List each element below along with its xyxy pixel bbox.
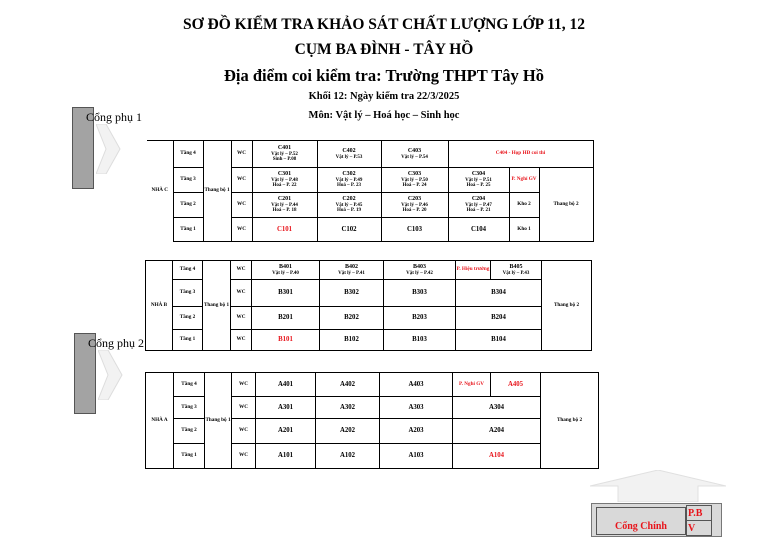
room-a204: A204: [453, 419, 541, 444]
room-a403: A403: [380, 373, 453, 397]
teacher-rest-room: P. Nghỉ GV: [509, 168, 539, 193]
room-b203: B203: [384, 307, 456, 330]
room-b103: B103: [384, 330, 456, 351]
storage-1: Kho 1: [509, 218, 539, 242]
room-b402: B402 Vật lý – P.41: [320, 261, 384, 280]
wc: WC: [232, 419, 256, 444]
side-gate-1-arrow-icon: [96, 124, 122, 174]
room-b101: B101: [252, 330, 320, 351]
stair-1: Thang bộ 1: [203, 261, 231, 351]
room-a201: A201: [256, 419, 316, 444]
principal-office: P. Hiệu trưởng: [456, 261, 491, 280]
room-a102: A102: [316, 444, 380, 469]
room-a405: A405: [491, 373, 541, 397]
floor-label: Tầng 4: [174, 373, 205, 397]
floor-label: Tầng 2: [173, 307, 203, 330]
guard-room-label-2: V: [688, 523, 696, 534]
room-b403: B403 Vật lý – P.42: [384, 261, 456, 280]
building-b: [145, 260, 592, 351]
room-a103: A103: [380, 444, 453, 469]
stair-1: Thang bộ 1: [203, 141, 231, 242]
room-c201: C201 Vật lý – P.44 Hoá – P. 18: [252, 193, 317, 218]
floor-label: Tầng 2: [174, 419, 205, 444]
room-a303: A303: [380, 397, 453, 419]
room-c402: C402 Vật lý – P.53: [317, 141, 381, 168]
wc: WC: [231, 307, 252, 330]
side-gate-2-arrow-icon: [98, 350, 124, 400]
room-c204: C204 Vật lý – P.47 Hoá – P. 21: [448, 193, 509, 218]
room-c301: C301 Vật lý – P.48 Hoá – P. 22: [252, 168, 317, 193]
wc: WC: [231, 280, 252, 307]
room-c203: C203 Vật lý – P.46 Hoá – P. 20: [381, 193, 448, 218]
stair-2: Thang bộ 2: [541, 373, 599, 469]
room-b204: B204: [456, 307, 542, 330]
stair-1: Thang bộ 1: [205, 373, 232, 469]
guard-room-label-1: P.B: [688, 508, 703, 519]
teacher-rest-room: P. Nghỉ GV: [453, 373, 491, 397]
room-b202: B202: [320, 307, 384, 330]
wc: WC: [232, 444, 256, 469]
room-b304: B304: [456, 280, 542, 307]
room-a301: A301: [256, 397, 316, 419]
room-c302: C302 Vật lý – P.49 Hoá – P. 23: [317, 168, 381, 193]
building-c-name: NHÀ C: [147, 141, 173, 242]
room-c101: C101: [252, 218, 317, 242]
room-b302: B302: [320, 280, 384, 307]
room-b104: B104: [456, 330, 542, 351]
stair-2: Thang bộ 2: [542, 261, 592, 351]
floor-label: Tầng 1: [173, 218, 203, 242]
room-c401: C401 Vật lý – P.52 Sinh – P.08: [252, 141, 317, 168]
room-a203: A203: [380, 419, 453, 444]
storage-2: Kho 2: [509, 193, 539, 218]
room-b201: B201: [252, 307, 320, 330]
stair-2: Thang bộ 2: [539, 168, 593, 242]
building-b-name: NHÀ B: [146, 261, 173, 351]
room-b405: B405 Vật lý – P.43: [491, 261, 542, 280]
wc: WC: [231, 330, 252, 351]
floor-label: Tầng 4: [173, 141, 203, 168]
wc: WC: [231, 193, 252, 218]
floor-label: Tầng 3: [173, 168, 203, 193]
venue-title: Địa điểm coi kiểm tra: Trường THPT Tây Hồ: [223, 66, 545, 85]
cluster-title: CỤM BA ĐÌNH - TÂY HỒ: [294, 41, 474, 58]
wc: WC: [232, 397, 256, 419]
room-c102: C102: [317, 218, 381, 242]
building-a-name: NHÀ A: [146, 373, 174, 469]
room-b301: B301: [252, 280, 320, 307]
building-a: [145, 372, 599, 469]
floor-label: Tầng 2: [173, 193, 203, 218]
room-c202: C202 Vật lý – P.45 Hoá – P. 19: [317, 193, 381, 218]
room-a304: A304: [453, 397, 541, 419]
room-c403: C403 Vật lý – P.54: [381, 141, 448, 168]
room-c404: C404 - Họp HĐ coi thi: [448, 141, 593, 168]
wc: WC: [231, 168, 252, 193]
building-c: [147, 140, 594, 242]
room-a402: A402: [316, 373, 380, 397]
room-c103: C103: [381, 218, 448, 242]
floor-label: Tầng 1: [173, 330, 203, 351]
room-a104: A104: [453, 444, 541, 469]
room-c104: C104: [448, 218, 509, 242]
wc: WC: [231, 218, 252, 242]
subjects: Môn: Vật lý – Hoá học – Sinh học: [308, 110, 460, 121]
side-gate-1-label: Cổng phụ 1: [86, 110, 143, 124]
wc: WC: [231, 261, 252, 280]
side-gate-2-label: Cổng phụ 2: [88, 336, 145, 350]
wc: WC: [231, 141, 252, 168]
floor-label: Tầng 1: [174, 444, 205, 469]
page-title: SƠ ĐỒ KIỂM TRA KHẢO SÁT CHẤT LƯỢNG LỚP 11, 12: [182, 16, 586, 33]
main-gate-label: Cổng Chính: [615, 521, 667, 532]
room-b401: B401 Vật lý – P.40: [252, 261, 320, 280]
room-a101: A101: [256, 444, 316, 469]
room-a401: A401: [256, 373, 316, 397]
room-b303: B303: [384, 280, 456, 307]
wc: WC: [232, 373, 256, 397]
guard-room: [686, 505, 712, 536]
main-gate-arrow-icon: [590, 470, 726, 502]
grade-date: Khối 12: Ngày kiểm tra 22/3/2025: [308, 91, 460, 102]
room-a302: A302: [316, 397, 380, 419]
room-c303: C303 Vật lý – P.50 Hoá – P. 24: [381, 168, 448, 193]
floor-label: Tầng 3: [173, 280, 203, 307]
floor-label: Tầng 4: [173, 261, 203, 280]
floor-label: Tầng 3: [174, 397, 205, 419]
room-b102: B102: [320, 330, 384, 351]
room-c304: C304 Vật lý – P.51 Hoá – P. 25: [448, 168, 509, 193]
room-a202: A202: [316, 419, 380, 444]
